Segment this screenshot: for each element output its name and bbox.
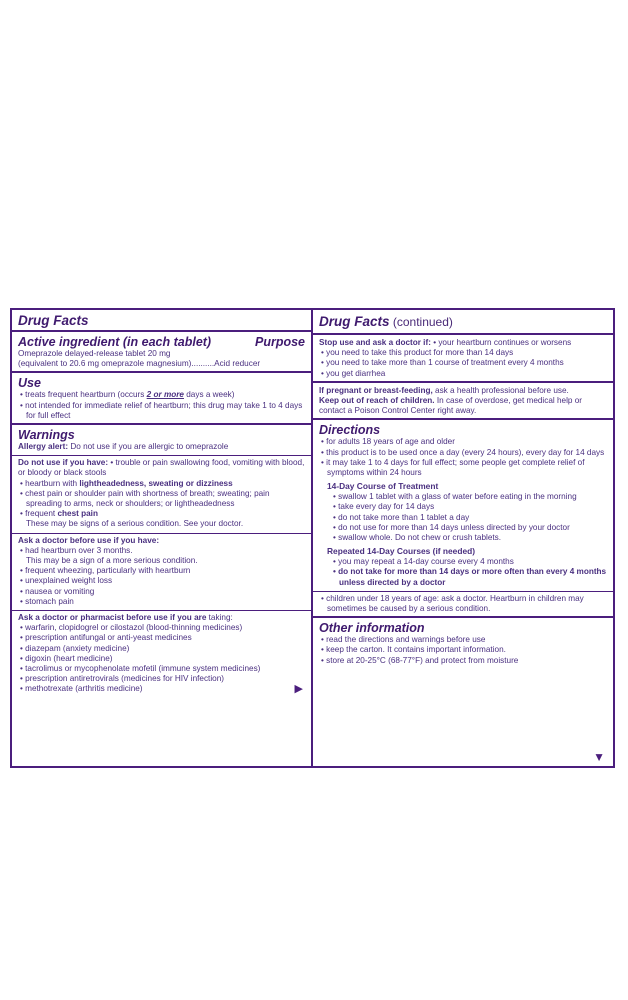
stop-use-item: • you get diarrhea [321, 368, 386, 378]
repeat-heading: Repeated 14-Day Courses (if needed) [327, 546, 476, 557]
course-heading: 14-Day Course of Treatment [327, 481, 439, 492]
drug-facts-title: Drug Facts [18, 313, 89, 328]
pharmacist-item: • prescription antiretrovirals (medicines for HIV infection) [20, 674, 224, 684]
repeat-item: • you may repeat a 14-day course every 4 months [333, 557, 514, 567]
drug-facts-panel-right [313, 308, 615, 768]
pharmacist-item: • prescription antifungal or anti-yeast medicines [20, 633, 192, 643]
ask-doctor-item: • frequent wheezing, particularly with heartburn [20, 566, 191, 576]
do-not-use-item-3: • chest pain or shoulder pain with shortness of breath; sweating; pain spreading to arms, neck or shoulders; or lightheadedness [20, 488, 270, 509]
use-section [12, 373, 311, 425]
pregnancy-text: If pregnant or breast-feeding, ask a health professional before use. [319, 385, 569, 395]
ask-doctor-item: • stomach pain [20, 596, 74, 606]
active-ingredient-line2: (equivalent to 20.6 mg omeprazole magnesium)..........Acid reducer [18, 359, 261, 369]
allergy-alert: Allergy alert: Do not use if you are allergic to omeprazole [18, 442, 229, 452]
children-note: • children under 18 years of age: ask a doctor. Heartburn in children may sometimes be caused by a serious condition. [321, 593, 584, 614]
pharmacist-item: • methotrexate (arthritis medicine) [20, 684, 143, 694]
continue-down-arrow-icon: ▼ [593, 750, 605, 764]
drug-facts-continued-header [313, 310, 613, 335]
repeat-item-warning: • do not take for more than 14 days or more often than every 4 months unless directed by a doctor [333, 567, 607, 587]
directions-item: • for adults 18 years of age and older [321, 437, 455, 447]
use-heading: Use [18, 376, 41, 391]
drug-facts-header [12, 310, 311, 332]
other-info-heading: Other information [319, 621, 425, 636]
directions-heading: Directions [319, 423, 381, 438]
course-item: • swallow whole. Do not chew or crush tablets. [333, 533, 502, 543]
course-item: • take every day for 14 days [333, 502, 435, 512]
ask-pharmacist-heading: Ask a doctor or pharmacist before use if you are taking: [18, 613, 233, 623]
use-item-2: • not intended for immediate relief of heartburn; this drug may take 1 to 4 days for full effect [20, 400, 303, 420]
course-item: • do not take more than 1 tablet a day [333, 512, 470, 522]
do-not-use-item-4: • frequent chest pain [20, 509, 98, 519]
continue-right-arrow-icon: ▶ [294, 682, 303, 695]
course-item: • swallow 1 tablet with a glass of water before eating in the morning [333, 492, 577, 502]
pharmacist-item: • tacrolimus or mycophenolate mofetil (immune system medicines) [20, 664, 261, 674]
do-not-use-note: These may be signs of a serious condition. See your doctor. [26, 519, 244, 529]
pharmacist-item: • diazepam (anxiety medicine) [20, 643, 130, 653]
directions-section [313, 420, 613, 618]
stop-use-line: Stop use and ask a doctor if: • your heartburn continues or worsens [319, 338, 572, 347]
warnings-section [12, 425, 311, 699]
ask-doctor-item: • had heartburn over 3 months. [20, 545, 133, 555]
use-item-1: • treats frequent heartburn (occurs 2 or more days a week) [20, 390, 235, 400]
ask-doctor-item: • nausea or vomiting [20, 586, 95, 596]
other-info-item: • read the directions and warnings before use [321, 635, 486, 645]
drug-facts-panel-left [10, 308, 313, 768]
do-not-use: Do not use if you have: • trouble or pain swallowing food, vomiting with blood, or bloody or black stools [18, 458, 305, 478]
other-info-item: • keep the carton. It contains important information. [321, 645, 506, 655]
directions-item: • this product is to be used once a day (every 24 hours), every day for 14 days [321, 447, 605, 457]
active-ingredient-heading: Active ingredient (in each tablet) [18, 335, 212, 349]
stop-use-item: • you need to take more than 1 course of treatment every 4 months [321, 358, 564, 368]
stop-use-section [313, 335, 613, 383]
other-info-item: • store at 20-25°C (68-77°F) and protect from moisture [321, 655, 519, 665]
continued-label: (continued) [389, 315, 453, 329]
ask-doctor-heading: Ask a doctor before use if you have: [18, 535, 160, 545]
purpose-heading: Purpose [254, 335, 305, 349]
active-ingredient-line1: Omeprazole delayed-release tablet 20 mg [18, 349, 171, 358]
warnings-heading: Warnings [18, 428, 75, 443]
ask-doctor-item: • unexplained weight loss [20, 576, 113, 586]
do-not-use-item-2: • heartburn with lightheadedness, sweating or dizziness [20, 478, 233, 488]
stop-use-item: • you need to take this product for more than 14 days [321, 348, 514, 358]
keep-out-of-reach: Keep out of reach of children. In case of overdose, get medical help or contact a Poison Control Center right away. [319, 396, 583, 416]
pharmacist-item: • digoxin (heart medicine) [20, 653, 113, 663]
other-info-section [313, 618, 613, 668]
ask-doctor-note: This may be a sign of a more serious condition. [26, 556, 198, 566]
course-item: • do not use for more than 14 days unless directed by your doctor [333, 522, 570, 532]
directions-item: • it may take 1 to 4 days for full effect; some people get complete relief of symptoms within 24 hours [321, 457, 585, 478]
pregnancy-section [313, 383, 613, 421]
pharmacist-item: • warfarin, clopidogrel or cilostazol (blood-thinning medicines) [20, 623, 243, 633]
drug-facts-title-right: Drug Facts [319, 314, 390, 329]
active-ingredient-section [12, 332, 311, 373]
